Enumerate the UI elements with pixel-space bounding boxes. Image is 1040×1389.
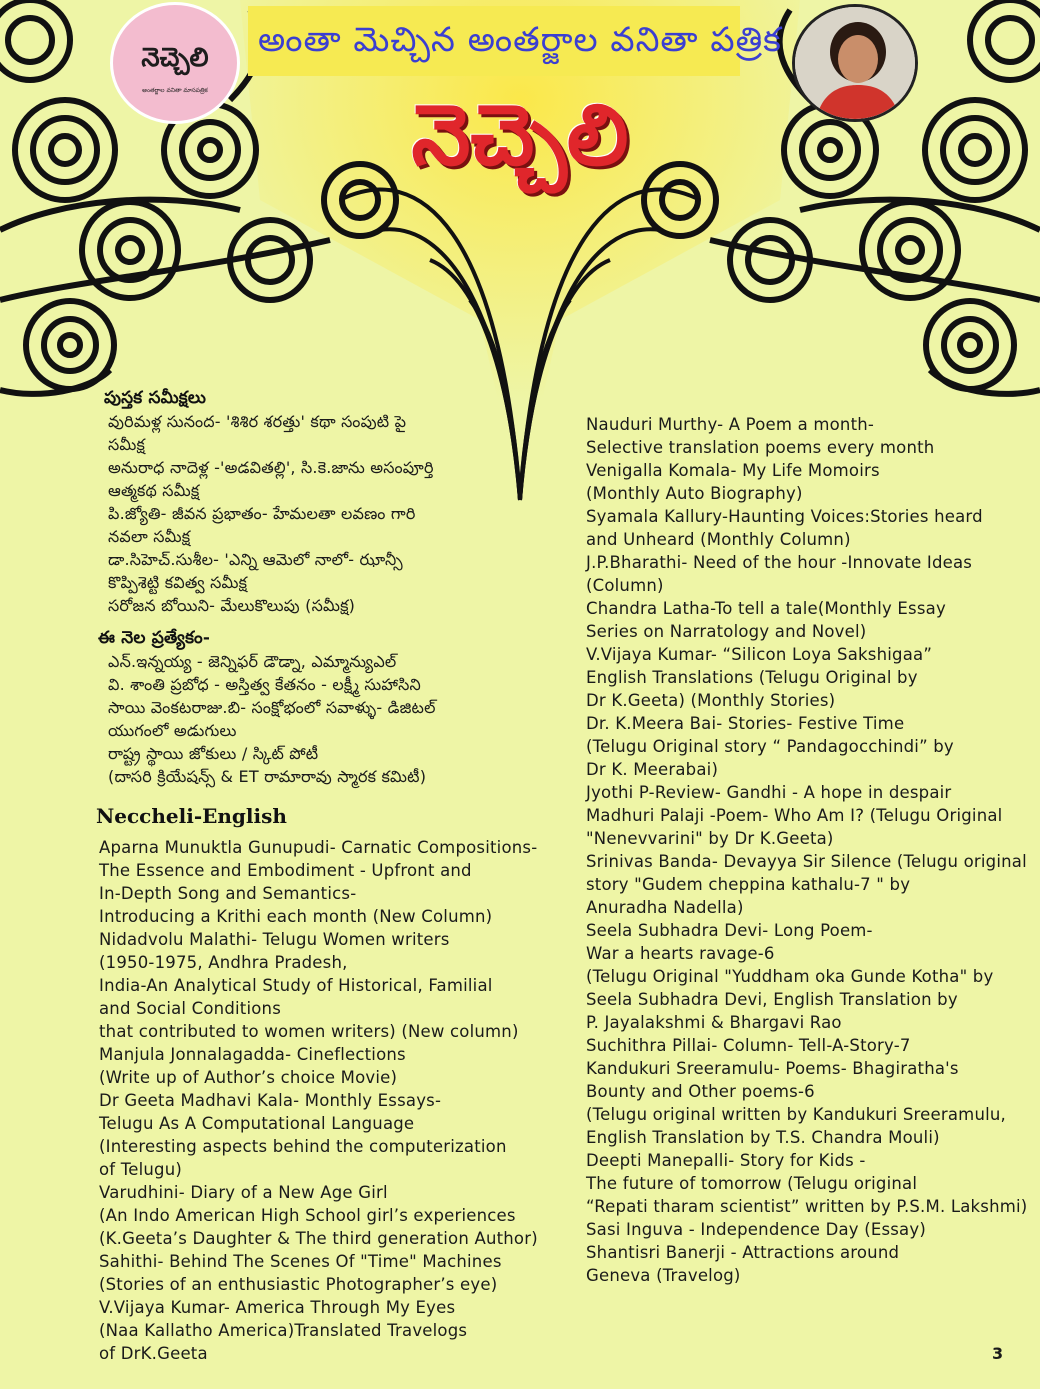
list-item: Jyothi P-Review- Gandhi - A hope in despair — [586, 783, 952, 802]
logo-name: నెచ్చెలి — [141, 43, 209, 73]
book-reviews-section — [104, 386, 504, 617]
list-item: వి. శాంతి ప్రబోధ - అస్తిత్వ కేతనం - లక్ష్మీ సుహాసిని — [108, 675, 421, 694]
list-item: India-An Analytical Study of Historical, Familial — [99, 976, 493, 995]
list-item: P. Jayalakshmi & Bhargavi Rao — [586, 1013, 842, 1032]
list-item: and Unheard (Monthly Column) — [586, 530, 851, 549]
list-item: నవలా సమీక్ష — [108, 527, 191, 546]
list-item: (1950-1975, Andhra Pradesh, — [99, 953, 348, 972]
list-item: V.Vijaya Kumar- “Silicon Loya Sakshigaa” — [586, 645, 933, 664]
list-item: Sasi Inguva - Independence Day (Essay) — [586, 1220, 926, 1239]
neccheli-english-heading: Neccheli-English — [96, 804, 287, 828]
list-item: పి.జ్యోతి- జీవన ప్రభాతం- హేమలతా లవణం గారి — [108, 504, 416, 523]
list-item: Manjula Jonnalagadda- Cineflections — [99, 1045, 406, 1064]
magazine-tagline: అంతా మెచ్చిన అంతర్జాల వనితా పత్రిక — [258, 20, 782, 60]
list-item: English Translation by T.S. Chandra Mouli) — [586, 1128, 940, 1147]
list-item: Varudhini- Diary of a New Age Girl — [99, 1183, 388, 1202]
list-item: Deepti Manepalli- Story for Kids - — [586, 1151, 866, 1170]
list-item: సరోజన బోయిని- మేలుకొలుపు (సమీక్ష) — [108, 596, 356, 615]
list-item: Kandukuri Sreeramulu- Poems- Bhagiratha's — [586, 1059, 959, 1078]
list-item: యుగంలో అడుగులు — [108, 721, 237, 740]
special-heading: ఈ నెల ప్రత్యేకం- — [98, 628, 211, 648]
list-item: (An Indo American High School girl’s experiences — [99, 1206, 516, 1225]
right-column-list — [586, 413, 1036, 1287]
list-item: ఎన్.ఇన్నయ్య - జెన్నిఫర్ డౌడ్నా, ఎమ్మాన్యుఎల్ — [108, 652, 397, 671]
logo-subtitle: అంతర్జాల వనితా మాసపత్రిక — [142, 87, 208, 94]
list-item: Dr K. Meerabai) — [586, 760, 719, 779]
list-item: "Nenevvarini" by Dr K.Geeta) — [586, 829, 834, 848]
list-item: J.P.Bharathi- Need of the hour -Innovate Ideas — [586, 553, 973, 572]
editor-portrait-icon — [792, 4, 918, 122]
list-item: English Translations (Telugu Original by — [586, 668, 918, 687]
list-item: (Write up of Author’s choice Movie) — [99, 1068, 398, 1087]
list-item: War a hearts ravage-6 — [586, 944, 775, 963]
list-item: “Repati tharam scientist” written by P.S.M. Lakshmi) — [586, 1197, 1028, 1216]
logo-badge-icon — [110, 2, 240, 124]
list-item: (Stories of an enthusiastic Photographer’s eye) — [99, 1275, 498, 1294]
list-item: Suchithra Pillai- Column- Tell-A-Story-7 — [586, 1036, 911, 1055]
list-item: Geneva (Travelog) — [586, 1266, 741, 1285]
list-item: of DrK.Geeta — [99, 1344, 208, 1363]
list-item: Dr K.Geeta) (Monthly Stories) — [586, 691, 836, 710]
list-item: Seela Subhadra Devi, English Translation by — [586, 990, 958, 1009]
list-item: Dr Geeta Madhavi Kala- Monthly Essays- — [99, 1091, 442, 1110]
list-item: (Monthly Auto Biography) — [586, 484, 803, 503]
list-item: రాష్ట్ర స్థాయి జోకులు / స్కిట్ పోటీ — [108, 744, 319, 763]
list-item: of Telugu) — [99, 1160, 182, 1179]
list-item: Dr. K.Meera Bai- Stories- Festive Time — [586, 714, 905, 733]
list-item: V.Vijaya Kumar- America Through My Eyes — [99, 1298, 456, 1317]
list-item: Nidadvolu Malathi- Telugu Women writers — [99, 930, 450, 949]
page-number: 3 — [992, 1344, 1004, 1363]
list-item: సాయి వెంకటరాజు.బి- సంక్షోభంలో సవాళ్ళు- డిజిటల్ — [108, 698, 436, 717]
list-item: ఆత్మకథ సమీక్ష — [108, 481, 200, 500]
list-item: (Telugu Original "Yuddham oka Gunde Kotha" by — [586, 967, 994, 986]
list-item: Telugu As A Computational Language — [99, 1114, 415, 1133]
list-item: సమీక్ష — [108, 435, 146, 454]
list-item: The future of tomorrow (Telugu original — [586, 1174, 918, 1193]
list-item: డా.సిహెచ్.సుశీల- 'ఎన్ని ఆమెలో నాలో- ఝాన్సీ — [108, 550, 403, 569]
magazine-title: నెచ్చెలి — [411, 86, 629, 184]
list-item: (Telugu original written by Kandukuri Sreeramulu, — [586, 1105, 1006, 1124]
list-item: (Interesting aspects behind the computerization — [99, 1137, 507, 1156]
list-item: (Telugu Original story “ Pandagocchindi” by — [586, 737, 954, 756]
list-item: వురిమళ్ల సునంద- 'శిశిర శరత్తు' కథా సంపుటి పై — [108, 412, 407, 431]
list-item: and Social Conditions — [99, 999, 281, 1018]
list-item: Nauduri Murthy- A Poem a month- — [586, 415, 875, 434]
list-item: The Essence and Embodiment - Upfront and — [99, 861, 472, 880]
special-section — [98, 626, 518, 788]
list-item: (దాసరి క్రియేషన్స్ & ET రామారావు స్మారక కమిటీ) — [108, 767, 427, 786]
list-item: అనురాధ నాదెళ్ల -'అడవితల్లి', సి.కె.జాను అసంపూర్తి — [108, 458, 434, 477]
book-reviews-heading: పుస్తక సమీక్షలు — [104, 388, 207, 408]
list-item: story "Gudem cheppina kathalu-7 " by — [586, 875, 911, 894]
list-item: (Naa Kallatho America)Translated Travelogs — [99, 1321, 468, 1340]
list-item: In-Depth Song and Semantics- — [99, 884, 357, 903]
list-item: that contributed to women writers) (New column) — [99, 1022, 519, 1041]
list-item: (Column) — [586, 576, 664, 595]
list-item: Shantisri Banerji - Attractions around — [586, 1243, 900, 1262]
list-item: Srinivas Banda- Devayya Sir Silence (Telugu original — [586, 852, 1027, 871]
neccheli-english-section — [96, 802, 566, 1365]
list-item: కొప్పిశెట్టి కవిత్వ సమీక్ష — [108, 573, 248, 592]
list-item: Series on Narratology and Novel) — [586, 622, 867, 641]
list-item: Bounty and Other poems-6 — [586, 1082, 815, 1101]
list-item: Introducing a Krithi each month (New Column) — [99, 907, 493, 926]
list-item: (K.Geeta’s Daughter & The third generation Author) — [99, 1229, 538, 1248]
list-item: Sahithi- Behind The Scenes Of "Time" Machines — [99, 1252, 502, 1271]
list-item: Venigalla Komala- My Life Momoirs — [586, 461, 880, 480]
list-item: Madhuri Palaji -Poem- Who Am I? (Telugu Original — [586, 806, 1003, 825]
list-item: Chandra Latha-To tell a tale(Monthly Essay — [586, 599, 946, 618]
list-item: Aparna Munuktla Gunupudi- Carnatic Compositions- — [99, 838, 538, 857]
list-item: Syamala Kallury-Haunting Voices:Stories heard — [586, 507, 983, 526]
list-item: Anuradha Nadella) — [586, 898, 744, 917]
list-item: Selective translation poems every month — [586, 438, 935, 457]
list-item: Seela Subhadra Devi- Long Poem- — [586, 921, 873, 940]
